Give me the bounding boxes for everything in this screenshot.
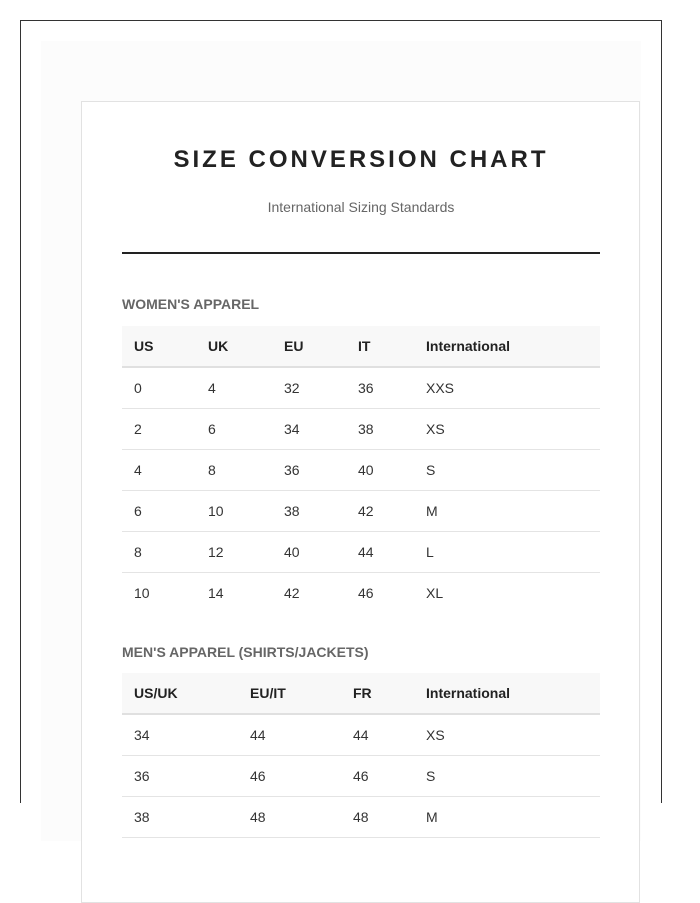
column-header-us: US	[122, 326, 196, 367]
section-title-womens: WOMEN'S APPAREL	[122, 296, 260, 312]
cell-international: XS	[414, 714, 600, 756]
column-header-it: IT	[346, 326, 414, 367]
cell-international: S	[414, 450, 600, 491]
table-row	[122, 714, 600, 756]
page-background	[41, 41, 641, 841]
cell-eu: 40	[272, 532, 346, 573]
cell-fr: 46	[341, 756, 414, 797]
cell-uk: 12	[196, 532, 272, 573]
table-header-row	[122, 673, 600, 714]
column-header-international: International	[414, 673, 600, 714]
page-subtitle: International Sizing Standards	[267, 199, 455, 215]
cell-uk: 4	[196, 367, 272, 409]
cell-international: M	[414, 797, 600, 838]
cell-it: 44	[346, 532, 414, 573]
cell-uk: 14	[208, 585, 224, 601]
column-header-fr: FR	[341, 673, 414, 714]
column-header-eu-it: EU/IT	[238, 673, 341, 714]
cell-us-uk: 34	[122, 714, 238, 756]
table-row	[122, 491, 600, 532]
cell-us: 2	[122, 409, 196, 450]
womens-size-table	[122, 326, 600, 613]
cell-uk: 8	[196, 450, 272, 491]
cell-us: 8	[122, 532, 196, 573]
cell-it: 40	[346, 450, 414, 491]
column-header-eu: EU	[272, 326, 346, 367]
table-row	[122, 532, 600, 573]
table-row	[122, 797, 600, 838]
page-title: SIZE CONVERSION CHART	[173, 146, 549, 173]
column-header-international: International	[414, 326, 600, 367]
column-header-uk: UK	[196, 326, 272, 367]
cell-it: 46	[358, 585, 374, 601]
cell-it: 36	[346, 367, 414, 409]
cell-international: XXS	[414, 367, 600, 409]
cell-fr: 44	[341, 714, 414, 756]
cell-it: 42	[346, 491, 414, 532]
cell-international: M	[414, 491, 600, 532]
column-header-us-uk: US/UK	[122, 673, 238, 714]
table-row	[122, 756, 600, 797]
table-header-row	[122, 326, 600, 367]
cell-eu-it: 48	[238, 797, 341, 838]
page-frame	[20, 20, 662, 825]
table-row	[122, 450, 600, 491]
cell-eu: 38	[272, 491, 346, 532]
cell-international: XL	[426, 585, 444, 601]
table-row	[122, 573, 600, 614]
cell-eu: 36	[272, 450, 346, 491]
cell-eu-it: 44	[238, 714, 341, 756]
cell-international: XS	[414, 409, 600, 450]
section-title-mens: MEN'S APPAREL (SHIRTS/JACKETS)	[122, 644, 369, 660]
cell-us: 4	[122, 450, 196, 491]
size-chart-card	[81, 101, 640, 903]
cell-us: 6	[122, 491, 196, 532]
cell-uk: 6	[196, 409, 272, 450]
header-divider	[122, 252, 600, 254]
cell-us: 10	[134, 585, 150, 601]
table-row	[122, 367, 600, 409]
cell-eu-it: 46	[238, 756, 341, 797]
cell-it: 38	[346, 409, 414, 450]
cell-us-uk: 36	[122, 756, 238, 797]
cell-international: L	[414, 532, 600, 573]
cell-eu: 32	[272, 367, 346, 409]
cell-international: S	[414, 756, 600, 797]
cell-us-uk: 38	[122, 797, 238, 838]
mens-size-table	[122, 673, 600, 838]
cell-eu: 42	[284, 585, 300, 601]
table-row	[122, 409, 600, 450]
cell-us: 0	[122, 367, 196, 409]
cell-uk: 10	[196, 491, 272, 532]
cell-fr: 48	[341, 797, 414, 838]
cell-eu: 34	[272, 409, 346, 450]
